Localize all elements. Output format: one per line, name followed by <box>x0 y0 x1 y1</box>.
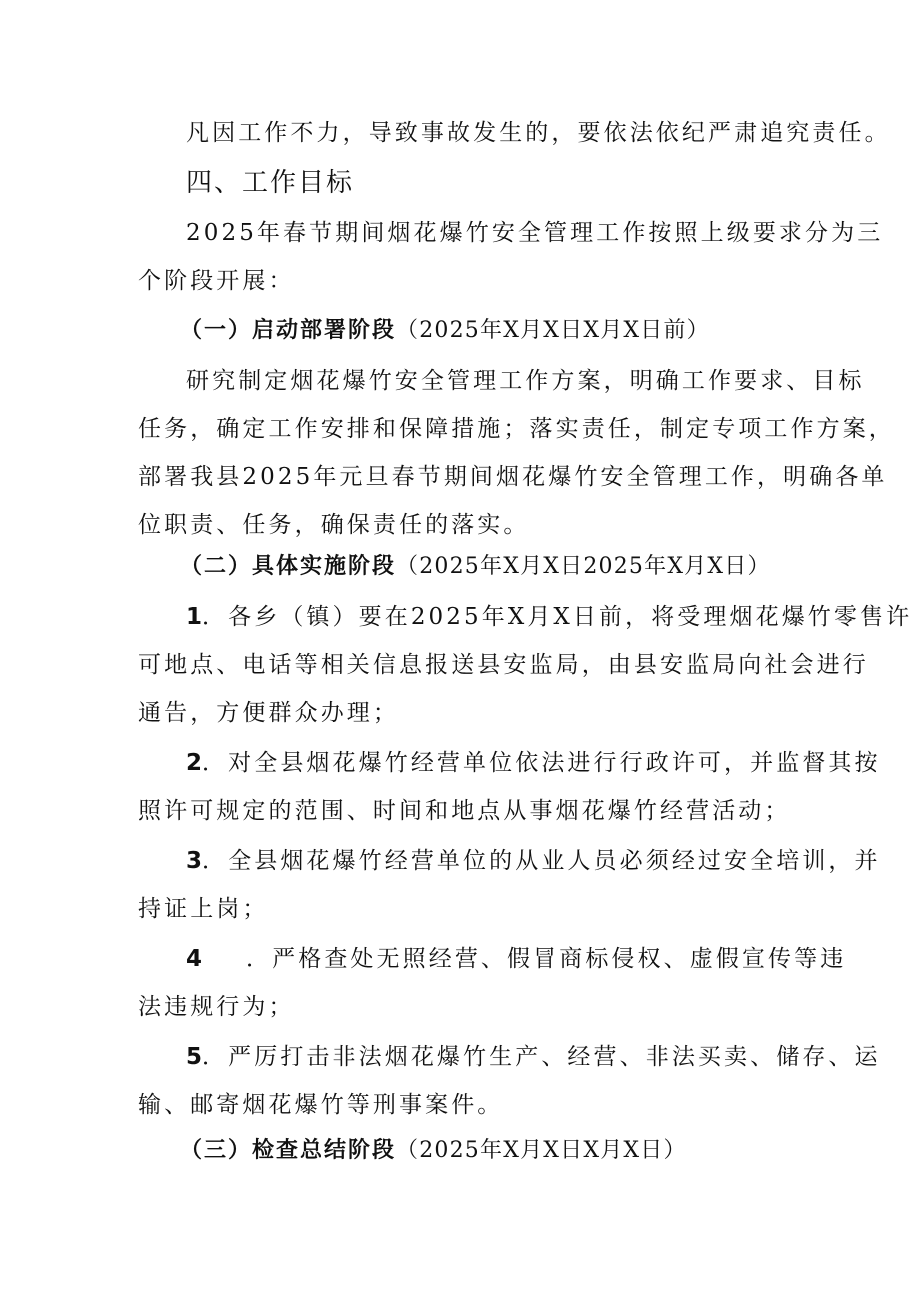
stage-1-body-line-2: 任务，确定工作安排和保障措施；落实责任，制定专项工作方案， <box>138 416 895 442</box>
stage-1-body-line-3: 部署我县2025年元旦春节期间烟花爆竹安全管理工作，明确各单 <box>138 464 888 490</box>
item-2-line-1 <box>186 748 881 778</box>
stage-3-label: （三）检查总结阶段 <box>180 1138 397 1163</box>
section-heading-work-goals: 四、工作目标 <box>186 168 355 198</box>
paragraph-goals-line-1: 2025年春节期间烟花爆竹安全管理工作按照上级要求分为三 <box>186 220 884 246</box>
stage-1-label: （一）启动部署阶段 <box>180 318 397 343</box>
stage-1-heading <box>180 316 710 346</box>
item-3-number: 3 <box>186 848 203 874</box>
item-2-text-line-1: ．对全县烟花爆竹经营单位依法进行行政许可，并监督其按 <box>202 750 881 776</box>
item-1-line-2: 可地点、电话等相关信息报送县安监局，由县安监局向社会进行 <box>138 652 869 678</box>
stage-1-dates: （2025年X月X日X月X日前） <box>396 318 710 343</box>
stage-3-dates: （2025年X月X日X月X日） <box>396 1138 687 1163</box>
item-1-number: 1 <box>186 604 203 630</box>
item-5-line-1 <box>186 1042 881 1072</box>
item-4-text-line-1: ．严格查处无照经营、假冒商标侵权、虚假宣传等违 <box>246 946 847 972</box>
item-4-number: 4 <box>186 946 203 972</box>
item-4-line-1 <box>186 944 846 974</box>
item-1-line-1 <box>186 602 912 632</box>
item-5-text-line-1: ．严厉打击非法烟花爆竹生产、经营、非法买卖、储存、运 <box>202 1044 881 1070</box>
paragraph-intro-tail: 凡因工作不力，导致事故发生的，要依法依纪严肃追究责任。 <box>186 120 891 146</box>
item-5-number: 5 <box>186 1044 203 1070</box>
stage-2-dates: （2025年X月X日2025年X月X日） <box>396 554 771 579</box>
item-1-text-line-1: ．各乡（镇）要在2025年X月X日前，将受理烟花爆竹零售许 <box>202 604 913 630</box>
stage-1-body-line-1: 研究制定烟花爆竹安全管理工作方案，明确工作要求、目标 <box>186 368 865 394</box>
stage-2-label: （二）具体实施阶段 <box>180 554 397 579</box>
item-2-number: 2 <box>186 750 203 776</box>
item-5-line-2: 输、邮寄烟花爆竹等刑事案件。 <box>138 1092 504 1118</box>
item-1-line-3: 通告，方便群众办理； <box>138 700 399 726</box>
paragraph-goals-line-2: 个阶段开展： <box>138 268 295 294</box>
stage-1-body-line-4: 位职责、任务，确保责任的落实。 <box>138 512 530 538</box>
item-3-text-line-1: ．全县烟花爆竹经营单位的从业人员必须经过安全培训，并 <box>202 848 881 874</box>
stage-2-heading <box>180 552 771 582</box>
item-4-line-2: 法违规行为； <box>138 994 295 1020</box>
item-3-line-1 <box>186 846 881 876</box>
stage-3-heading <box>180 1136 687 1166</box>
item-3-line-2: 持证上岗； <box>138 896 269 922</box>
item-2-line-2: 照许可规定的范围、时间和地点从事烟花爆竹经营活动； <box>138 798 791 824</box>
